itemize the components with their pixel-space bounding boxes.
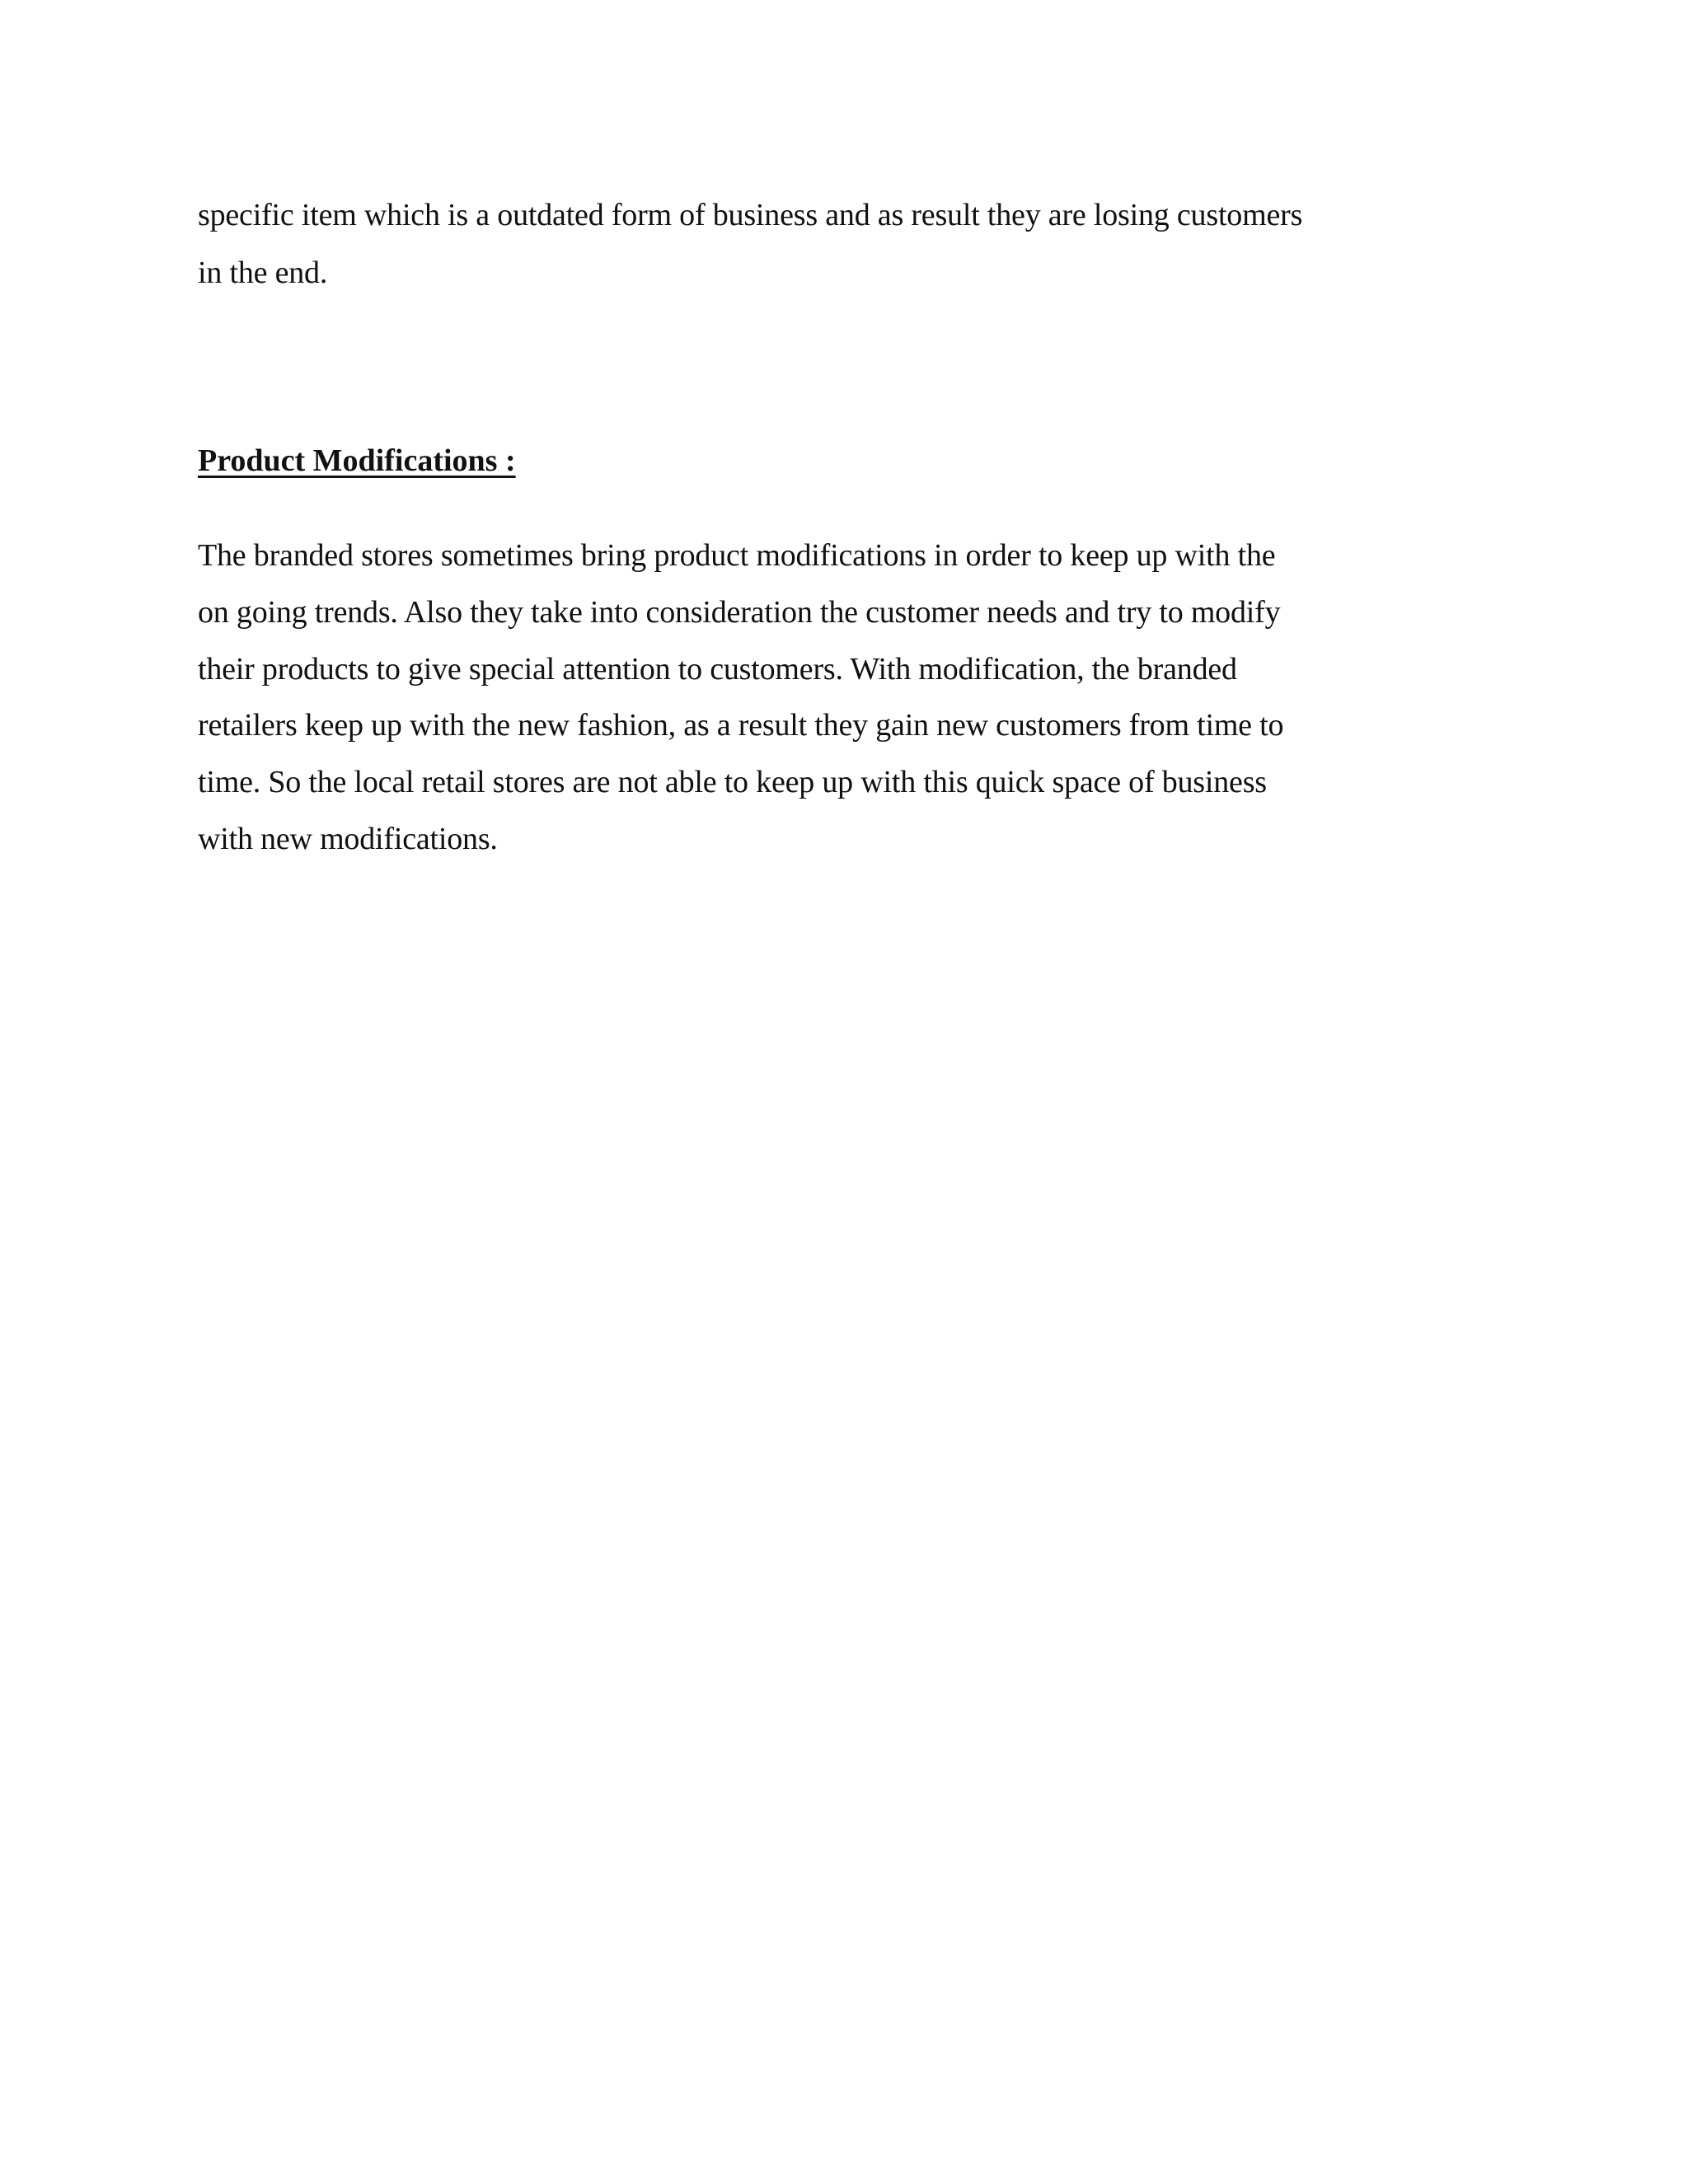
section-line-5: time. So the local retail stores are not able to keep up with this quick space of business xyxy=(198,765,1267,799)
section-line-6: with new modifications. xyxy=(198,822,498,856)
intro-line-1: specific item which is a outdated form of business and as result they are losing customers xyxy=(198,198,1303,232)
section-line-4: retailers keep up with the new fashion, as a result they gain new customers from time to xyxy=(198,708,1284,743)
section-line-3: their products to give special attention to customers. With modification, the branded xyxy=(198,652,1237,687)
section-heading: Product Modifications : xyxy=(198,443,516,478)
intro-line-2: in the end. xyxy=(198,255,328,290)
section-line-2: on going trends. Also they take into consideration the customer needs and try to modify xyxy=(198,595,1281,630)
section-line-1: The branded stores sometimes bring product modifications in order to keep up with the xyxy=(198,538,1276,573)
